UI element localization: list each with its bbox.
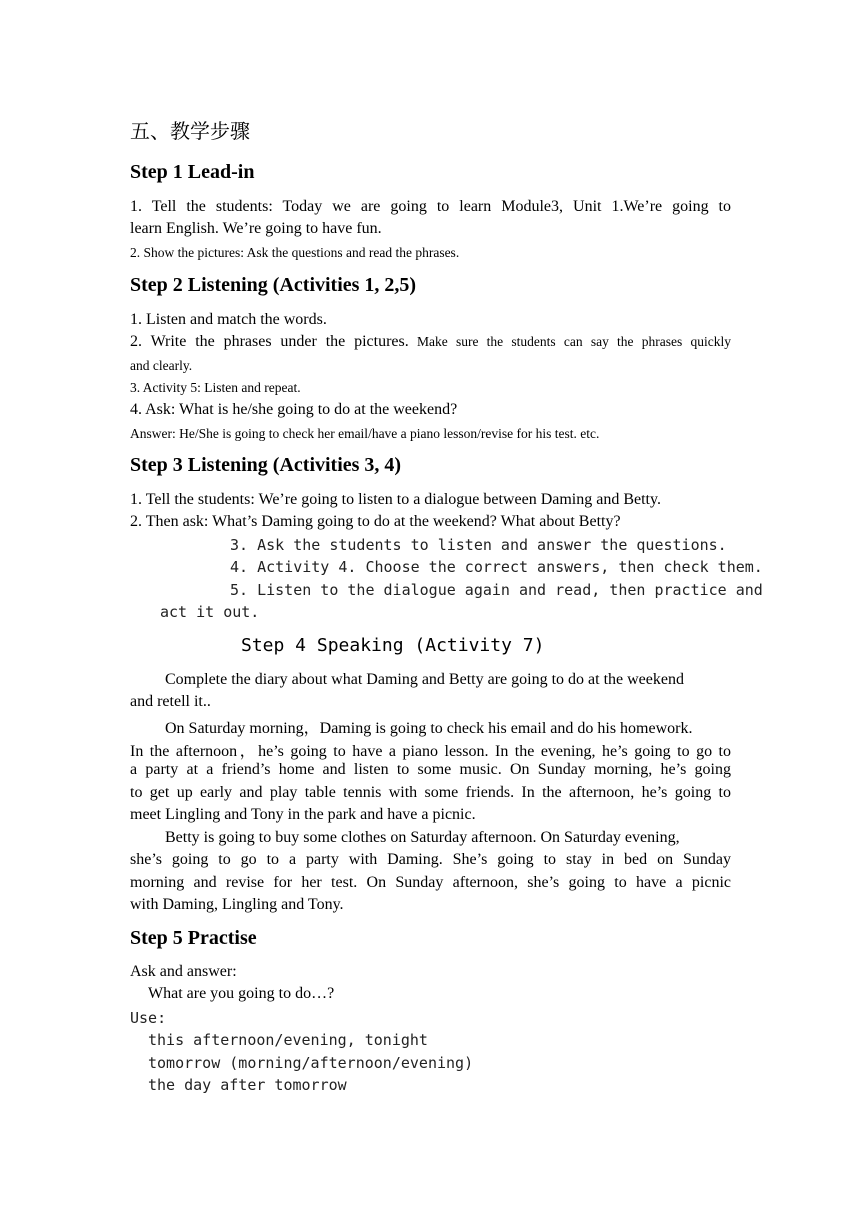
step3-line2: 2. Then ask: What’s Daming going to do at the weekend? What about Betty? bbox=[130, 513, 621, 530]
step3-line5a: 5. Listen to the dialogue again and read, then practice and bbox=[230, 581, 763, 599]
step2-heading: Step 2 Listening (Activities 1, 2,5) bbox=[130, 274, 417, 296]
step2-line1: 1. Listen and match the words. bbox=[130, 311, 327, 328]
step4-para2c: a party at a friend’s home and listen to some music. On Sunday morning, he’s going bbox=[130, 761, 731, 778]
step3-line1: 1. Tell the students: We’re going to listen to a dialogue between Daming and Betty. bbox=[130, 491, 661, 508]
step3-heading: Step 3 Listening (Activities 3, 4) bbox=[130, 454, 402, 476]
step1-line1a: 1. Tell the students: Today we are going to learn Module3, Unit 1.We’re going to bbox=[130, 198, 731, 215]
step5-line3: Use: bbox=[130, 1009, 167, 1027]
step2-line3: 3. Activity 5: Listen and repeat. bbox=[130, 380, 301, 395]
step5-line1: Ask and answer: bbox=[130, 963, 237, 980]
step4-para2a: On Saturday morning，Daming is going to check his email and do his homework. bbox=[165, 720, 693, 737]
step2-line5: Answer: He/She is going to check her email/have a piano lesson/revise for his test. etc. bbox=[130, 426, 600, 441]
step2-line4: 4. Ask: What is he/she going to do at the weekend? bbox=[130, 401, 458, 418]
step4-para1b: and retell it.. bbox=[130, 693, 211, 710]
step1-heading: Step 1 Lead-in bbox=[130, 161, 255, 183]
step3-line5b: act it out. bbox=[160, 603, 260, 621]
step5-line4: this afternoon/evening, tonight bbox=[148, 1031, 428, 1049]
step4-para3b: she’s going to go to a party with Daming. She’s going to stay in bed on Sunday bbox=[130, 851, 731, 868]
step4-para2e: meet Lingling and Tony in the park and have a picnic. bbox=[130, 806, 476, 823]
step4-para2d: to get up early and play table tennis with some friends. In the afternoon, he’s going to bbox=[130, 784, 731, 801]
step2-line2a bbox=[130, 333, 731, 351]
step2-line2a-text: 2. Write the phrases under the pictures. bbox=[130, 333, 409, 350]
step4-para3d: with Daming, Lingling and Tony. bbox=[130, 896, 344, 913]
step3-line3: 3. Ask the students to listen and answer the questions. bbox=[230, 536, 727, 554]
step4-heading: Step 4 Speaking (Activity 7) bbox=[241, 635, 545, 656]
step5-line5: tomorrow (morning/afternoon/evening) bbox=[148, 1054, 474, 1072]
step1-line1b: learn English. We’re going to have fun. bbox=[130, 220, 382, 237]
step5-line2: What are you going to do…? bbox=[148, 985, 335, 1002]
step5-line6: the day after tomorrow bbox=[148, 1076, 347, 1094]
step4-para3c: morning and revise for her test. On Sunday afternoon, she’s going to have a picnic bbox=[130, 874, 731, 891]
step2-line2b: and clearly. bbox=[130, 358, 193, 373]
step4-para2b: In the afternoon，he’s going to have a piano lesson. In the evening, he’s going to go to bbox=[130, 743, 731, 760]
step3-line4: 4. Activity 4. Choose the correct answers, then check them. bbox=[230, 558, 763, 576]
section-title: 五、教学步骤 bbox=[130, 121, 250, 143]
step2-line2a-small: Make sure the students can say the phrases quickly bbox=[408, 334, 731, 349]
step4-para1a: Complete the diary about what Daming and Betty are going to do at the weekend bbox=[165, 671, 684, 688]
step1-line2: 2. Show the pictures: Ask the questions and read the phrases. bbox=[130, 245, 460, 260]
step5-heading: Step 5 Practise bbox=[130, 927, 257, 949]
step4-para3a: Betty is going to buy some clothes on Saturday afternoon. On Saturday evening, bbox=[165, 829, 680, 846]
